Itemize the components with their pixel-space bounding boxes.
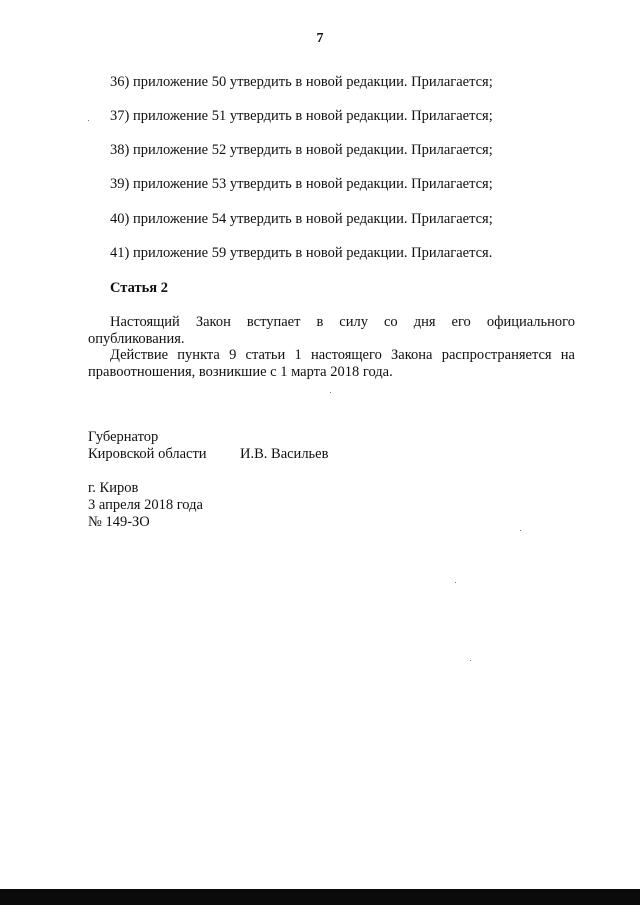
law-city: г. Киров: [88, 480, 139, 496]
list-item: 41) приложение 59 утвердить в новой редакции. Прилагается.: [110, 245, 493, 261]
scan-speck: [88, 120, 89, 121]
law-number: № 149-ЗО: [88, 514, 150, 530]
list-item: 39) приложение 53 утвердить в новой редакции. Прилагается;: [110, 176, 493, 192]
list-item: 40) приложение 54 утвердить в новой редакции. Прилагается;: [110, 211, 493, 227]
list-item: 38) приложение 52 утвердить в новой редакции. Прилагается;: [110, 142, 493, 158]
list-item: 36) приложение 50 утвердить в новой редакции. Прилагается;: [110, 74, 493, 90]
signatory-title: [88, 429, 207, 463]
scan-speck: [520, 530, 521, 531]
scan-bottom-border: [0, 889, 640, 905]
signatory-name: И.В. Васильев: [240, 446, 329, 462]
law-details: [88, 480, 203, 531]
article-heading: Статья 2: [110, 280, 168, 296]
scan-speck: [455, 582, 456, 583]
scan-speck: [470, 660, 471, 661]
article-paragraph: Действие пункта 9 статьи 1 настоящего Закона распространяется на правоотношения, возникшие с 1 марта 2018 года.: [88, 347, 575, 380]
list-item: 37) приложение 51 утвердить в новой редакции. Прилагается;: [110, 108, 493, 124]
law-date: 3 апреля 2018 года: [88, 497, 203, 513]
article-paragraph: Настоящий Закон вступает в силу со дня его официального опубликования.: [88, 314, 575, 347]
signatory-title-line: Губернатор: [88, 429, 159, 445]
scan-speck: [330, 392, 331, 393]
signatory-title-line: Кировской области: [88, 446, 207, 462]
page-number: 7: [316, 31, 324, 46]
